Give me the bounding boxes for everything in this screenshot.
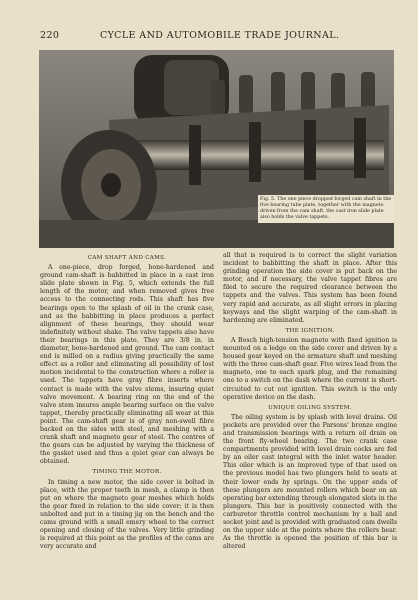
figure-caption: Fig. 5. The one piece dropped forged cam shaft in the five bearing tube plate, together with the magneto driven from the cam shaft, the cast iron slide plate also holds the valve tappets. <box>258 195 394 223</box>
section-heading-oiling: UNIQUE OILING SYSTEM. <box>268 404 352 411</box>
paragraph: A one-piece, drop forged, bone-hardened and ground cam-shaft is babbitted in place in a cast iron slide plate shown in Fig. 5, which extends the full length of the motor, and when removed gives free access to the connecting rods. This shaft has five bearings open to the splash of oil in the crank case, and as the babbitting in place produces a perfect alignment of these bearings, they should wear indefinitely without shake. The valve tappets also have their bearings in this plate. They are 3/8 in. in diameter, bone-hardened and ground. The cam contact end is milled on a radius giving practically the same effect as a roller and eliminating all possibility of lost motion incidental to the construction where a roller is used. The tappets have gray fibre inserts where contact is made with the valve stems, insuring quiet valve movement. A bearing ring on the end of the valve stem insures ample bearing surface on the valve tappet, thereby practically eliminating all wear at this point. The cam-shaft gear is of gray non-swell fibre backed on the sides with steel, and meshing with a crank shaft and magneto gear of steel. The centres of the gears can be adjusted by varying the thickness of the gasket used and thus a quiet gear can always be obtained. <box>40 264 214 466</box>
paragraph: The oiling system is by splash with level drains. Oil pockets are provided over the Parsons' bronze engine and transmission bearings with a return oil drain on the front fly-wheel bearing. The two crank case compartments provided with level drain cocks are fed by an oiler cast integral with the inlet water header. This oiler which is an improved type of that used on the previous model has two plungers held to seats at their lower ends by springs. On the upper ends of these plungers are mounted rollers which bear on an operating bar extending through elongated slots in the plungers. This bar is positively connected with the carburetor throttle control mechanism by a ball and socket joint and is provided with graduated cam dwells on the upper side at the points where the rollers bear. As the throttle is opened the position of this bar is altered <box>223 413 397 551</box>
page-number: 220 <box>40 30 60 41</box>
left-column <box>40 252 214 552</box>
page-header <box>40 30 395 44</box>
section-heading-ignition: THE IGNITION. <box>285 327 335 334</box>
paragraph: A Bosch high-tension magneto with fixed ignition is mounted on a ledge on the side cover and driven by a housed gear keyed on the armature shaft and meshing with the three cam-shaft gear. Five wires lead from the magneto, one to each spark plug, and the remaining one to a switch on the dash where the current is short-circuited to cut out ignition. This switch is the only operative device on the dash. <box>223 336 397 401</box>
paragraph: all that is required is to correct the slight variation incident to babbitting the shaft in place. After this grinding operation the side cover is put back on the motor, and if necessary, the valve tappet fibres are filed to secure the required clearance between the tappets and the valves. This system has been found very rapid and accurate, as all slight errors in placing keyways and the slight warping of the cam-shaft in hardening are eliminated. <box>223 252 397 324</box>
journal-title: CYCLE AND AUTOMOBILE TRADE JOURNAL. <box>100 30 340 41</box>
section-heading-cam-shaft: CAM SHAFT AND CAMS. <box>87 255 167 261</box>
section-heading-timing: TIMING THE MOTOR. <box>92 469 162 476</box>
paragraph: In timing a new motor, the side cover is bolted in place, with the proper teeth in mesh, a clamp is then put on where the magneto gear meshes which holds the gear fixed in relation to the side cover; it is then unbolted and put in a timing jig on the bench and the cams ground with a small emery wheel to the correct opening and closing of the valves. Very little grinding is required at this point as the profiles of the cams are very accurate and <box>40 478 214 551</box>
right-column <box>223 252 397 552</box>
